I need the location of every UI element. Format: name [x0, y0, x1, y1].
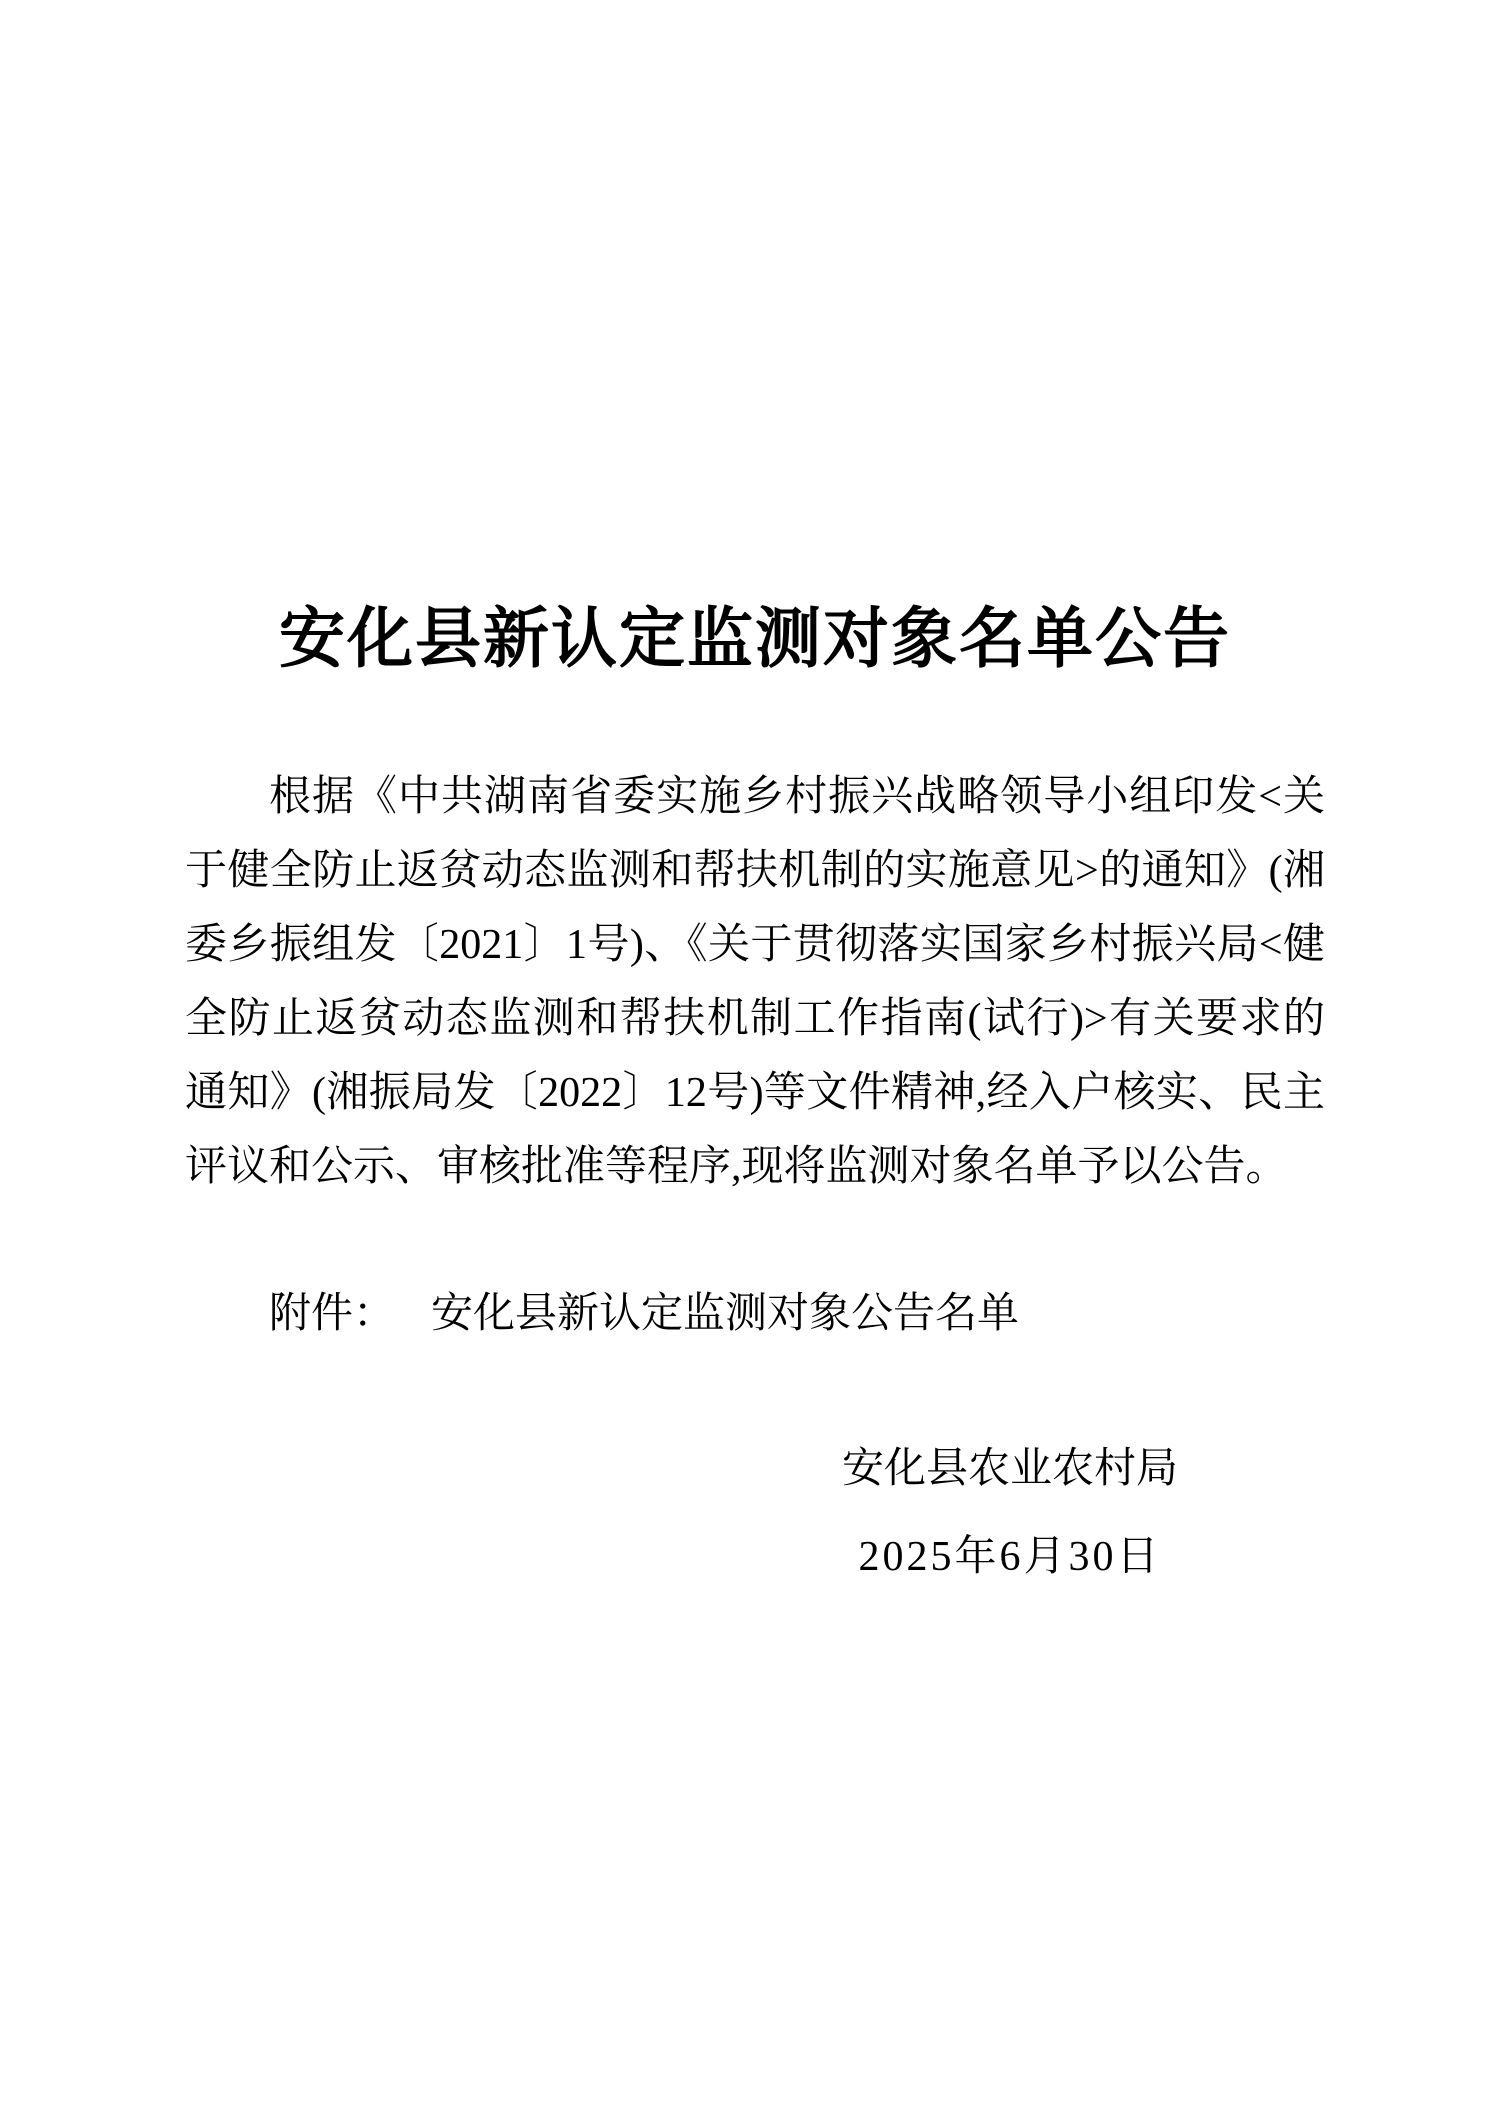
- document-title: 安化县新认定监测对象名单公告: [279, 603, 1231, 676]
- signature-block: [825, 1432, 1195, 1594]
- issue-date: 2025年6月30日: [858, 1534, 1162, 1580]
- attachment-label: 附件：: [269, 1291, 396, 1337]
- attachment-name: 安化县新认定监测对象公告名单: [431, 1291, 1020, 1337]
- issuing-agency: 安化县农业农村局: [841, 1446, 1178, 1492]
- attachment-line: [185, 1277, 1325, 1351]
- body-paragraph: 根据《中共湖南省委实施乡村振兴战略领导小组印发<关于健全防止返贫动态监测和帮扶机制的实施意见>的通知》(湘委乡振组发〔2021〕1号)、《关于贯彻落实国家乡村振兴局<健全防止返贫动态监测和帮扶机制工作指南(试行)>有关要求的通知》(湘振局发〔2022〕12号)等文件精神,经入户核实、民主评议和公示、审核批准等程序,现将监测对象名单予以公告。: [185, 774, 1325, 1190]
